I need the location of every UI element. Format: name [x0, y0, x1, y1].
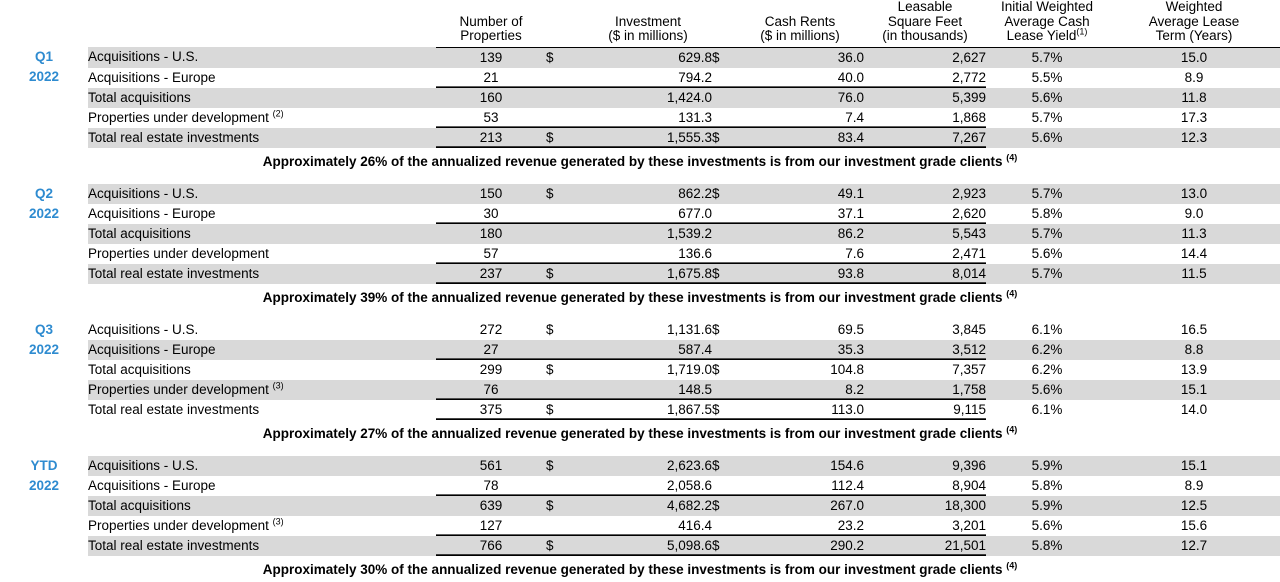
- row-label: Acquisitions - U.S.: [88, 47, 436, 68]
- header-sqft-line2: Square Feet: [887, 13, 963, 29]
- cell-lease-yield: 5.9%: [986, 456, 1108, 476]
- row-label: Properties under development $^{(3)}$: [88, 516, 436, 536]
- cell-lease-term: 17.3: [1108, 108, 1280, 128]
- cell-lease-term: 15.0: [1108, 47, 1280, 68]
- row-label: Acquisitions - U.S.: [88, 456, 436, 476]
- cell-lease-yield: 6.1%: [986, 400, 1108, 420]
- cell-investment-currency: $: [546, 320, 584, 340]
- cell-leasable-square-feet: 3,512: [864, 340, 986, 360]
- cell-cash-rents: 35.3: [736, 340, 864, 360]
- cell-cash-rents-currency: $: [712, 536, 736, 556]
- cell-lease-yield: 5.6%: [986, 380, 1108, 400]
- table-row: [0, 224, 1280, 244]
- cell-investment-currency: [546, 244, 584, 264]
- table-row: [0, 400, 1280, 420]
- cell-investment-currency: $: [546, 496, 584, 516]
- cell-investment-currency: $: [546, 360, 584, 380]
- cell-investment: 1,555.3: [584, 128, 712, 148]
- table-row: [0, 516, 1280, 536]
- header-term-line2: Average Lease: [1148, 13, 1240, 29]
- table-row: [0, 68, 1280, 88]
- cell-investment: 131.3: [584, 108, 712, 128]
- table-row: [0, 108, 1280, 128]
- row-label: Acquisitions - U.S.: [88, 184, 436, 204]
- row-label: Acquisitions - Europe: [88, 476, 436, 496]
- table-row: [0, 360, 1280, 380]
- cell-lease-term: 11.3: [1108, 224, 1280, 244]
- cell-lease-yield: 5.8%: [986, 204, 1108, 224]
- cell-number-of-properties: 375: [436, 400, 546, 420]
- cell-number-of-properties: 57: [436, 244, 546, 264]
- section-gap: [0, 446, 1280, 456]
- cell-number-of-properties: 299: [436, 360, 546, 380]
- header-investment-currency-spacer: [546, 0, 584, 47]
- cell-lease-term: 12.3: [1108, 128, 1280, 148]
- cell-lease-yield: 5.7%: [986, 108, 1108, 128]
- section-period-label: [0, 184, 88, 284]
- cell-leasable-square-feet: 1,758: [864, 380, 986, 400]
- row-label: Acquisitions - Europe: [88, 68, 436, 88]
- cell-number-of-properties: 150: [436, 184, 546, 204]
- cell-number-of-properties: 237: [436, 264, 546, 284]
- cell-cash-rents: 112.4: [736, 476, 864, 496]
- period-line2: 2022: [28, 341, 60, 357]
- header-props-line1: Number of: [459, 13, 523, 29]
- cell-cash-rents-currency: $: [712, 184, 736, 204]
- cell-lease-term: 11.8: [1108, 88, 1280, 108]
- row-label-footnote: (3): [272, 380, 284, 390]
- cell-lease-term: 8.9: [1108, 476, 1280, 496]
- cell-investment: 794.2: [584, 68, 712, 88]
- header-initial-weighted-average-cash-lease-yield: [986, 0, 1108, 47]
- period-line1: Q2: [34, 185, 53, 201]
- cell-investment-currency: $: [546, 400, 584, 420]
- cell-lease-yield: 6.1%: [986, 320, 1108, 340]
- cell-leasable-square-feet: 7,267: [864, 128, 986, 148]
- cell-leasable-square-feet: 21,501: [864, 536, 986, 556]
- cell-number-of-properties: 272: [436, 320, 546, 340]
- cell-cash-rents-currency: $: [712, 47, 736, 68]
- cell-cash-rents: 36.0: [736, 47, 864, 68]
- header-leasable-square-feet: [864, 0, 986, 47]
- cell-investment-currency: [546, 88, 584, 108]
- cell-investment: 5,098.6: [584, 536, 712, 556]
- cell-cash-rents: 290.2: [736, 536, 864, 556]
- cell-number-of-properties: 213: [436, 128, 546, 148]
- header-yield-line1: Initial Weighted: [1000, 0, 1094, 14]
- cell-lease-term: 14.0: [1108, 400, 1280, 420]
- cell-lease-term: 15.1: [1108, 380, 1280, 400]
- header-cash-rents-line2: ($ in millions): [760, 28, 840, 43]
- header-yield-line3: Lease Yield: [1006, 28, 1077, 43]
- cell-investment-currency: $: [546, 47, 584, 68]
- cell-cash-rents-currency: [712, 68, 736, 88]
- row-label: Total acquisitions: [88, 224, 436, 244]
- section-gap-cell: [0, 446, 1280, 456]
- header-cash-rents-currency-spacer: [712, 0, 736, 47]
- table-row: [0, 88, 1280, 108]
- row-label: Properties under development: [88, 244, 436, 264]
- section-period-label: [0, 320, 88, 420]
- cell-leasable-square-feet: 2,627: [864, 47, 986, 68]
- cell-leasable-square-feet: 5,543: [864, 224, 986, 244]
- header-yield-line2: Average Cash: [1004, 13, 1090, 29]
- cell-leasable-square-feet: 2,620: [864, 204, 986, 224]
- cell-investment: 862.2: [584, 184, 712, 204]
- cell-lease-term: 15.6: [1108, 516, 1280, 536]
- cell-number-of-properties: 766: [436, 536, 546, 556]
- cell-leasable-square-feet: 2,471: [864, 244, 986, 264]
- cell-number-of-properties: 180: [436, 224, 546, 244]
- cell-cash-rents: 83.4: [736, 128, 864, 148]
- header-investment-line2: ($ in millions): [608, 28, 688, 43]
- cell-investment-currency: $: [546, 128, 584, 148]
- cell-cash-rents: 40.0: [736, 68, 864, 88]
- cell-leasable-square-feet: 18,300: [864, 496, 986, 516]
- section-note-row: [0, 284, 1280, 310]
- cell-number-of-properties: 139: [436, 47, 546, 68]
- table-row: [0, 264, 1280, 284]
- cell-cash-rents: 86.2: [736, 224, 864, 244]
- cell-lease-yield: 5.6%: [986, 516, 1108, 536]
- cell-investment-currency: [546, 108, 584, 128]
- cell-lease-yield: 5.9%: [986, 496, 1108, 516]
- row-label: Total real estate investments: [88, 128, 436, 148]
- period-line1: Q3: [34, 321, 53, 337]
- cell-lease-term: 12.7: [1108, 536, 1280, 556]
- row-label: Properties under development $^{(3)}$: [88, 380, 436, 400]
- cell-leasable-square-feet: 3,845: [864, 320, 986, 340]
- row-label-footnote: (3): [272, 516, 284, 526]
- cell-lease-yield: 5.6%: [986, 244, 1108, 264]
- row-label: Total acquisitions: [88, 496, 436, 516]
- row-label: Total real estate investments: [88, 536, 436, 556]
- cell-lease-yield: 5.8%: [986, 476, 1108, 496]
- header-yield-footnote: (1): [1076, 26, 1088, 37]
- section-note: Approximately 39% of the annualized revenue generated by these investments is from our investment grade clients $^{(4)}$: [262, 288, 1018, 305]
- cell-investment: 1,675.8: [584, 264, 712, 284]
- section-note: Approximately 27% of the annualized revenue generated by these investments is from our investment grade clients $^{(4)}$: [262, 424, 1018, 441]
- cell-investment: 416.4: [584, 516, 712, 536]
- table-row: [0, 476, 1280, 496]
- header-investment: [584, 0, 712, 47]
- cell-lease-yield: 5.7%: [986, 224, 1108, 244]
- cell-lease-term: 13.0: [1108, 184, 1280, 204]
- table-row: [0, 47, 1280, 68]
- cell-lease-term: 9.0: [1108, 204, 1280, 224]
- section-note-footnote: (4): [1006, 560, 1018, 570]
- section-period-label: [0, 456, 88, 556]
- cell-investment-currency: [546, 340, 584, 360]
- row-label: Properties under development $^{(2)}$: [88, 108, 436, 128]
- section-gap: [0, 174, 1280, 184]
- cell-investment: 1,867.5: [584, 400, 712, 420]
- cell-investment-currency: [546, 224, 584, 244]
- cell-investment-currency: [546, 516, 584, 536]
- cell-cash-rents: 49.1: [736, 184, 864, 204]
- cell-number-of-properties: 30: [436, 204, 546, 224]
- cell-cash-rents-currency: [712, 340, 736, 360]
- cell-number-of-properties: 160: [436, 88, 546, 108]
- cell-cash-rents-currency: [712, 88, 736, 108]
- cell-cash-rents-currency: $: [712, 264, 736, 284]
- table-row: [0, 380, 1280, 400]
- header-number-of-properties: [436, 0, 546, 47]
- cell-leasable-square-feet: 8,904: [864, 476, 986, 496]
- row-label: Total real estate investments: [88, 264, 436, 284]
- cell-investment: 1,719.0: [584, 360, 712, 380]
- cell-investment-currency: [546, 380, 584, 400]
- cell-leasable-square-feet: 9,396: [864, 456, 986, 476]
- cell-investment: 1,131.6: [584, 320, 712, 340]
- cell-lease-yield: 5.7%: [986, 184, 1108, 204]
- cell-cash-rents-currency: [712, 380, 736, 400]
- cell-cash-rents-currency: [712, 244, 736, 264]
- cell-cash-rents-currency: $: [712, 128, 736, 148]
- cell-number-of-properties: 76: [436, 380, 546, 400]
- cell-leasable-square-feet: 1,868: [864, 108, 986, 128]
- table-row: [0, 536, 1280, 556]
- cell-investment-currency: [546, 476, 584, 496]
- cell-cash-rents-currency: $: [712, 320, 736, 340]
- cell-investment: 1,424.0: [584, 88, 712, 108]
- row-label: Total real estate investments: [88, 400, 436, 420]
- cell-investment-currency: $: [546, 456, 584, 476]
- header-row: [0, 0, 1280, 47]
- cell-leasable-square-feet: 2,772: [864, 68, 986, 88]
- cell-investment: 2,623.6: [584, 456, 712, 476]
- cell-cash-rents: 8.2: [736, 380, 864, 400]
- header-period-spacer: [0, 0, 88, 47]
- period-line2: 2022: [28, 477, 60, 493]
- cell-cash-rents: 104.8: [736, 360, 864, 380]
- table-body: [0, 47, 1280, 582]
- section-note-row: [0, 148, 1280, 174]
- row-label-footnote: (2): [272, 108, 284, 118]
- cell-number-of-properties: 639: [436, 496, 546, 516]
- cell-cash-rents: 267.0: [736, 496, 864, 516]
- period-line2: 2022: [28, 205, 60, 221]
- table-row: [0, 320, 1280, 340]
- cell-investment: 136.6: [584, 244, 712, 264]
- table-header: [0, 0, 1280, 47]
- cell-cash-rents-currency: $: [712, 360, 736, 380]
- table-row: [0, 244, 1280, 264]
- period-line1: YTD: [30, 457, 58, 473]
- row-label: Total acquisitions: [88, 360, 436, 380]
- cell-cash-rents: 7.6: [736, 244, 864, 264]
- cell-cash-rents-currency: [712, 108, 736, 128]
- section-note-row: [0, 556, 1280, 582]
- cell-lease-term: 13.9: [1108, 360, 1280, 380]
- row-label: Acquisitions - U.S.: [88, 320, 436, 340]
- cell-investment: 1,539.2: [584, 224, 712, 244]
- header-label-spacer: [88, 0, 436, 47]
- header-term-line3: Term (Years): [1155, 28, 1233, 43]
- section-gap-cell: [0, 310, 1280, 320]
- row-label: Acquisitions - Europe: [88, 340, 436, 360]
- table-row: [0, 340, 1280, 360]
- cell-lease-term: 14.4: [1108, 244, 1280, 264]
- section-note-row: [0, 420, 1280, 446]
- cell-cash-rents-currency: [712, 224, 736, 244]
- cell-leasable-square-feet: 2,923: [864, 184, 986, 204]
- table-row: [0, 128, 1280, 148]
- header-investment-line1: Investment: [614, 13, 682, 29]
- cell-cash-rents: 93.8: [736, 264, 864, 284]
- cell-investment: 677.0: [584, 204, 712, 224]
- cell-investment: 587.4: [584, 340, 712, 360]
- cell-lease-term: 11.5: [1108, 264, 1280, 284]
- cell-investment-currency: $: [546, 264, 584, 284]
- section-note-footnote: (4): [1006, 424, 1018, 434]
- cell-lease-yield: 6.2%: [986, 360, 1108, 380]
- header-weighted-average-lease-term: [1108, 0, 1280, 47]
- cell-investment: 148.5: [584, 380, 712, 400]
- row-label: Total acquisitions: [88, 88, 436, 108]
- cell-cash-rents: 154.6: [736, 456, 864, 476]
- cell-number-of-properties: 27: [436, 340, 546, 360]
- header-term-line1: Weighted: [1165, 0, 1223, 14]
- cell-cash-rents-currency: $: [712, 496, 736, 516]
- table-row: [0, 456, 1280, 476]
- cell-cash-rents: 69.5: [736, 320, 864, 340]
- cell-cash-rents-currency: [712, 516, 736, 536]
- cell-investment: 629.8: [584, 47, 712, 68]
- cell-investment: 2,058.6: [584, 476, 712, 496]
- section-note: Approximately 30% of the annualized revenue generated by these investments is from our investment grade clients $^{(4)}$: [262, 560, 1018, 577]
- header-sqft-line3: (in thousands): [882, 28, 968, 43]
- cell-leasable-square-feet: 3,201: [864, 516, 986, 536]
- cell-leasable-square-feet: 7,357: [864, 360, 986, 380]
- header-props-line2: Properties: [460, 28, 522, 43]
- table-row: [0, 496, 1280, 516]
- cell-lease-yield: 5.7%: [986, 47, 1108, 68]
- cell-investment-currency: $: [546, 184, 584, 204]
- cell-lease-term: 8.8: [1108, 340, 1280, 360]
- section-gap-cell: [0, 174, 1280, 184]
- cell-lease-yield: 5.7%: [986, 264, 1108, 284]
- cell-number-of-properties: 127: [436, 516, 546, 536]
- cell-cash-rents-currency: $: [712, 456, 736, 476]
- section-note-footnote: (4): [1006, 152, 1018, 162]
- cell-lease-yield: 6.2%: [986, 340, 1108, 360]
- table-row: [0, 184, 1280, 204]
- cell-investment-currency: [546, 68, 584, 88]
- cell-cash-rents-currency: $: [712, 400, 736, 420]
- cell-cash-rents: 113.0: [736, 400, 864, 420]
- cell-cash-rents-currency: [712, 476, 736, 496]
- cell-lease-term: 12.5: [1108, 496, 1280, 516]
- cell-investment-currency: $: [546, 536, 584, 556]
- section-note: Approximately 26% of the annualized revenue generated by these investments is from our investment grade clients $^{(4)}$: [262, 152, 1018, 169]
- period-line1: Q1: [34, 49, 53, 64]
- section-gap: [0, 310, 1280, 320]
- cell-leasable-square-feet: 5,399: [864, 88, 986, 108]
- table-row: [0, 204, 1280, 224]
- cell-lease-term: 16.5: [1108, 320, 1280, 340]
- cell-lease-term: 8.9: [1108, 68, 1280, 88]
- cell-cash-rents: 76.0: [736, 88, 864, 108]
- cell-lease-yield: 5.8%: [986, 536, 1108, 556]
- cell-leasable-square-feet: 9,115: [864, 400, 986, 420]
- header-sqft-line1: Leasable: [897, 0, 953, 14]
- period-line2: 2022: [28, 69, 60, 84]
- cell-cash-rents: 37.1: [736, 204, 864, 224]
- cell-number-of-properties: 561: [436, 456, 546, 476]
- cell-number-of-properties: 78: [436, 476, 546, 496]
- header-cash-rents-line1: Cash Rents: [764, 13, 836, 29]
- cell-lease-yield: 5.5%: [986, 68, 1108, 88]
- section-note-footnote: (4): [1006, 288, 1018, 298]
- cell-number-of-properties: 21: [436, 68, 546, 88]
- cell-investment: 4,682.2: [584, 496, 712, 516]
- cell-cash-rents-currency: [712, 204, 736, 224]
- cell-leasable-square-feet: 8,014: [864, 264, 986, 284]
- cell-cash-rents: 23.2: [736, 516, 864, 536]
- row-label: Acquisitions - Europe: [88, 204, 436, 224]
- cell-cash-rents: 7.4: [736, 108, 864, 128]
- cell-lease-yield: 5.6%: [986, 128, 1108, 148]
- cell-investment-currency: [546, 204, 584, 224]
- section-period-label: [0, 47, 88, 148]
- cell-lease-term: 15.1: [1108, 456, 1280, 476]
- header-cash-rents: [736, 0, 864, 47]
- cell-lease-yield: 5.6%: [986, 88, 1108, 108]
- cell-number-of-properties: 53: [436, 108, 546, 128]
